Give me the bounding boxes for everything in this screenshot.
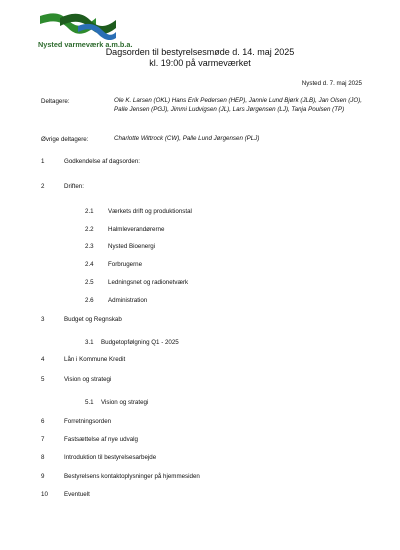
subitem-text: Forbrugerne [108, 261, 143, 268]
agenda-number: 9 [41, 473, 45, 480]
agenda-text: Budget og Regnskab [64, 316, 122, 323]
subitem-number: 5.1 [85, 399, 94, 406]
agenda-text: Introduktion til bestyrelsesarbejde [64, 454, 157, 461]
subitem-number: 2.5 [85, 279, 94, 286]
subitem-number: 2.2 [85, 226, 94, 233]
logo-wave-icon [38, 12, 118, 40]
subitem-number: 2.6 [85, 297, 94, 304]
subitem-number: 2.4 [85, 261, 94, 268]
subitem-text: Administration [108, 297, 148, 304]
document-subtitle: kl. 19:00 på varmeværket [149, 58, 251, 68]
agenda-text: Godkendelse af dagsorden: [64, 158, 141, 165]
document-date: Nysted d. 7. maj 2025 [301, 80, 362, 87]
subitem-number: 2.1 [85, 208, 94, 215]
agenda-text: Eventuelt [64, 491, 90, 498]
agenda-number: 10 [41, 491, 48, 498]
document-title: Dagsorden til bestyrelsesmøde d. 14. maj 2025 [105, 47, 295, 57]
agenda-number: 2 [41, 183, 45, 190]
agenda-text: Driften: [64, 183, 84, 190]
subitem-number: 3.1 [85, 339, 94, 346]
agenda-number: 1 [41, 158, 45, 165]
agenda-number: 5 [41, 376, 45, 383]
subitem-number: 2.3 [85, 243, 94, 250]
agenda-number: 3 [41, 316, 45, 323]
agenda-number: 4 [41, 356, 45, 363]
agenda-text: Vision og strategi [64, 376, 112, 383]
subitem-text: Værkets drift og produktionstal [108, 208, 192, 215]
company-name: Nysted varmeværk a.m.b.a. [38, 40, 133, 49]
agenda-text: Lån i Kommune Kredit [64, 356, 126, 363]
participants-label: Deltagere: [41, 98, 70, 105]
subitem-text: Nysted Bioenergi [108, 243, 156, 250]
participants-names: Ole K. Larsen (OKL) Hans Erik Pedersen (HEP), Jannie Lund Bjørk (JLB), Jan Olsen (JO), Palle Jensen (PGJ), Jimmi Ludvigsen (JL), Lars Jørgensen (LJ), Tanja Poulsen (TP) [114, 97, 362, 113]
other-participants-label: Øvrige deltagere: [41, 136, 89, 143]
agenda-text: Bestyrelsens kontaktoplysninger på hjemmesiden [64, 473, 200, 480]
agenda-number: 7 [41, 436, 45, 443]
agenda-text: Forretningsorden [64, 418, 112, 425]
agenda-number: 8 [41, 454, 45, 461]
agenda-number: 6 [41, 418, 45, 425]
other-participants-names: Charlotte Wittrock (CW), Palle Lund Jørgensen (PLJ) [114, 135, 260, 142]
subitem-text: Ledningsnet og radionetværk [108, 279, 189, 286]
subitem-text: Budgetopfølgning Q1 - 2025 [101, 339, 179, 346]
subitem-text: Vision og strategi [101, 399, 149, 406]
agenda-text: Fastsættelse af nye udvalg [64, 436, 138, 443]
subitem-text: Halmleverandørerne [108, 226, 165, 233]
